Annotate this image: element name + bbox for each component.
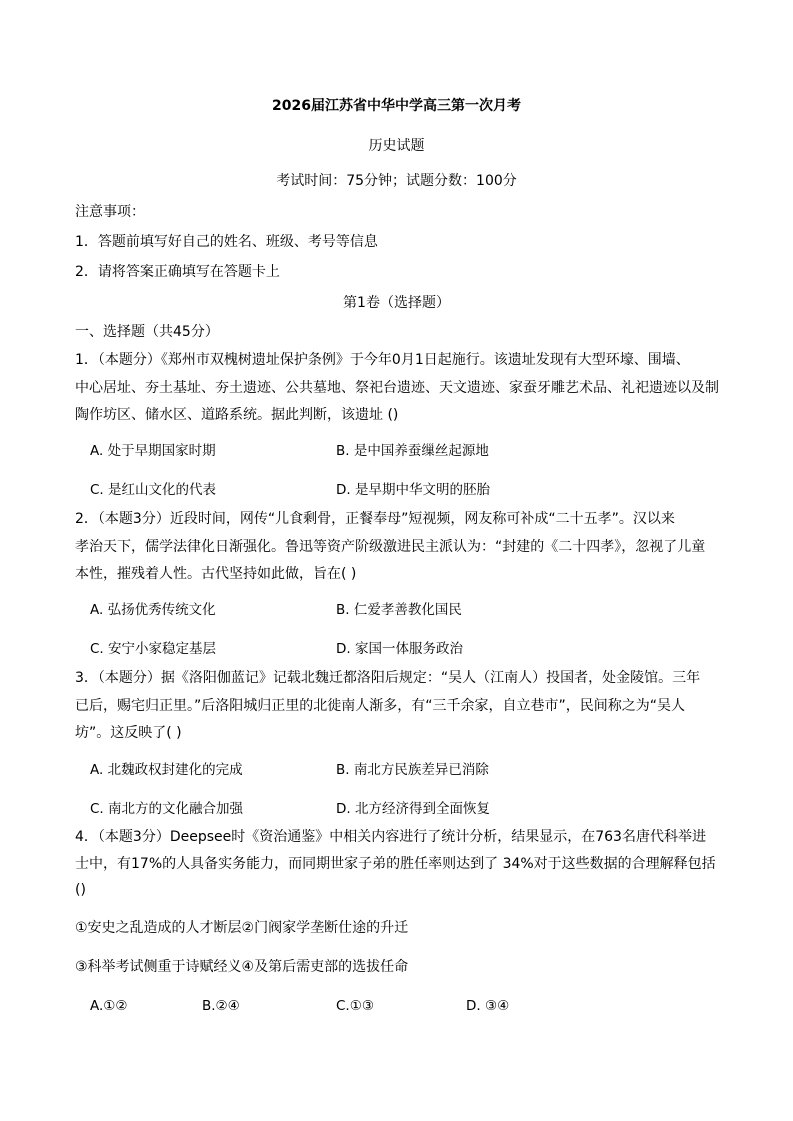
- question-line: 4．（本题3分）Deepsee时《资治通鉴》中相关内容进行了统计分析，结果显示，在763名唐代科举进: [75, 829, 706, 845]
- exam-subject: 历史试题: [368, 138, 425, 154]
- question-line: 1．（本题分）《郑州市双槐树遗址保护条例》于今年0月1日起施行。该遗址发现有大型环壕、围墙、: [75, 352, 690, 368]
- statement-line: ①安史之乱造成的人才断层②门阀家学垄断仕途的升迁: [75, 920, 409, 936]
- exam-title: 2026届江苏省中华中学高三第一次月考: [272, 98, 521, 114]
- option-c[interactable]: C. 是红山文化的代表: [90, 482, 217, 498]
- option-a[interactable]: A. 北魏政权封建化的完成: [90, 762, 243, 778]
- question-line: 中心居址、夯土基址、夯土遗迹、公共墓地、祭祀台遗迹、天文遗迹、家蚕牙雕艺术品、礼祀遗迹以及制: [75, 380, 719, 396]
- option-b[interactable]: B. 南北方民族差异已消除: [336, 762, 489, 778]
- section-title: 一、选择题（共45分）: [75, 324, 219, 340]
- question-line: 孝治天下，儒学法律化日渐强化。鲁迅等资产阶级激进民主派认为：“封建的《二十四孝》，忽视了儿童: [75, 539, 706, 555]
- option-a[interactable]: A.①②: [90, 998, 128, 1014]
- question-line: 陶作坊区、储水区、道路系统。据此判断，该遗址 (): [75, 407, 399, 423]
- statement-line: ③科举考试侧重于诗赋经义④及第后需吏部的选拔任命: [75, 959, 409, 975]
- question-line: 士中，有17%的人具备实务能力，而同期世家子弟的胜任率则达到了 34%对于这些数据的合理解释包括: [75, 856, 716, 872]
- question-line: (): [75, 882, 86, 898]
- option-d[interactable]: D. 家国一体服务政治: [336, 641, 463, 657]
- notice-item: 1．答题前填写好自己的姓名、班级、考号等信息: [75, 234, 378, 250]
- option-b[interactable]: B.②④: [202, 998, 240, 1014]
- question-line: 本性，摧残着人性。古代坚持如此做，旨在( ): [75, 566, 357, 582]
- option-c[interactable]: C. 安宁小家稳定基层: [90, 641, 217, 657]
- option-b[interactable]: B. 仁爱孝善教化国民: [336, 602, 462, 618]
- option-a[interactable]: A. 处于早期国家时期: [90, 443, 216, 459]
- question-line: 2．（本题3分）近段时间，网传“儿食剩骨，正餐奉母”短视频，网友称可补成“二十五孝”。汉以来: [75, 511, 675, 527]
- notice-item: 2．请将答案正确填写在答题卡上: [75, 264, 280, 280]
- option-b[interactable]: B. 是中国养蚕缫丝起源地: [336, 443, 489, 459]
- volume-title: 第1卷（选择题）: [343, 295, 450, 311]
- question-line: 坊”。这反映了( ): [75, 725, 182, 741]
- option-d[interactable]: D. 是早期中华文明的胚胎: [336, 482, 490, 498]
- option-c[interactable]: C. 南北方的文化融合加强: [90, 801, 244, 817]
- option-c[interactable]: C.①③: [336, 998, 374, 1014]
- option-a[interactable]: A. 弘扬优秀传统文化: [90, 602, 216, 618]
- notice-heading: 注意事项：: [75, 204, 145, 220]
- question-line: 已后，赐宅归正里。”后洛阳城归正里的北徙南人渐多，有“三千余家，自立巷市”，民间称之为“吴人: [75, 698, 686, 714]
- option-d[interactable]: D. ③④: [466, 998, 510, 1014]
- question-line: 3．（本题分）据《洛阳伽蓝记》记载北魏迁都洛阳后规定：“吴人（江南人）投国者，处金陵馆。三年: [75, 670, 701, 686]
- option-d[interactable]: D. 北方经济得到全面恢复: [336, 801, 490, 817]
- exam-info: 考试时间：75分钟；试题分数：100分: [276, 173, 517, 189]
